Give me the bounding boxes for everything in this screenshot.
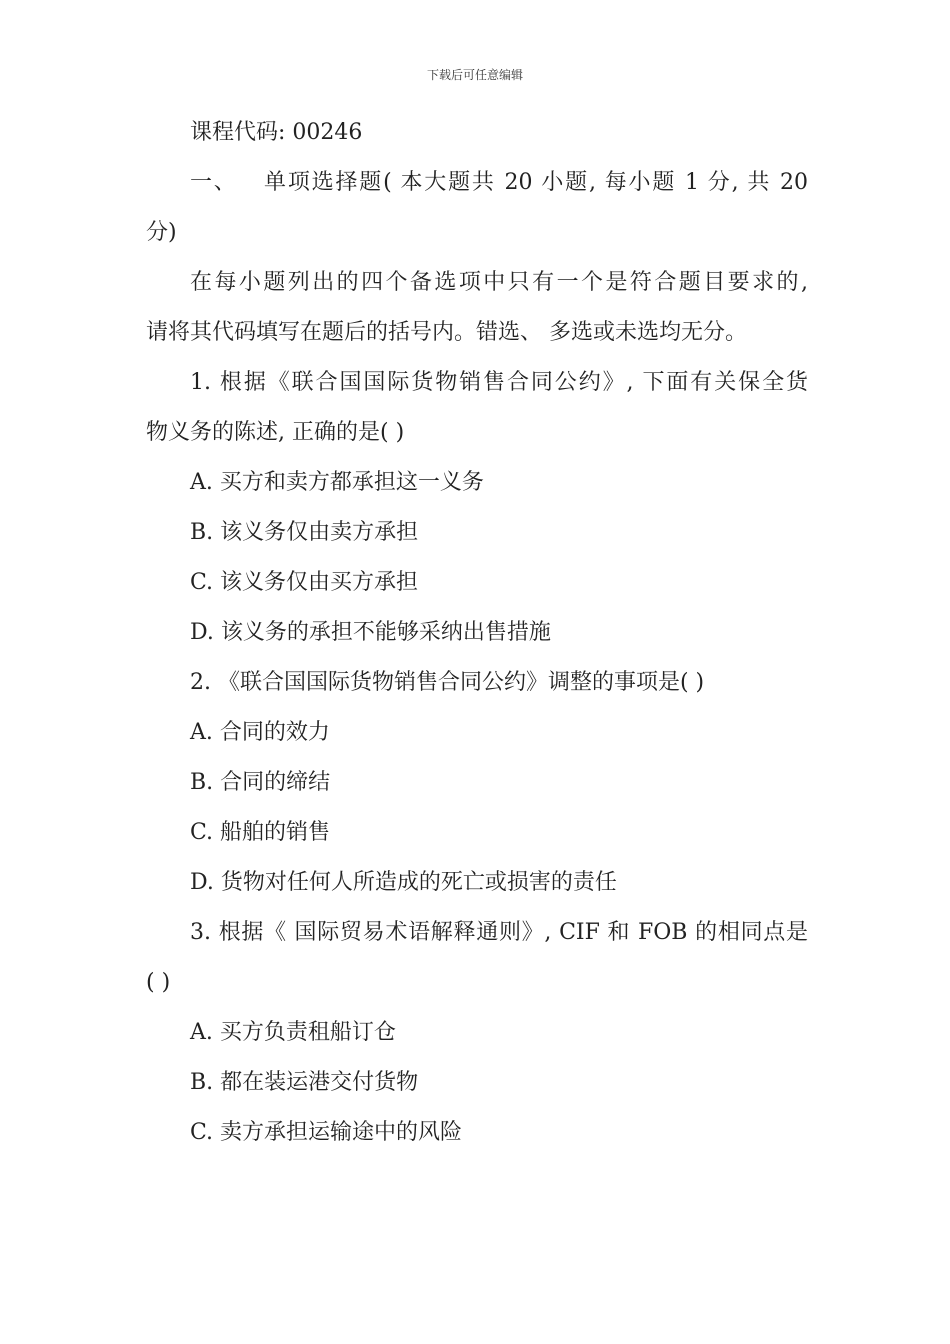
question-2-option-c: C. 船舶的销售 — [190, 820, 331, 845]
question-1-option-c: C. 该义务仅由买方承担 — [190, 570, 419, 595]
header-note: 下载后可任意编辑 — [426, 68, 523, 82]
question-2-line-1: 2. 《联合国国际货物销售合同公约》调整的事项是( ) — [190, 670, 705, 695]
instructions-line-2: 请将其代码填写在题后的括号内。错选、 多选或未选均无分。 — [146, 320, 747, 345]
question-1-line-2: 物义务的陈述, 正确的是( ) — [146, 420, 405, 445]
question-2-option-d: D. 货物对任何人所造成的死亡或损害的责任 — [190, 870, 617, 895]
question-1-option-a: A. 买方和卖方都承担这一义务 — [190, 470, 484, 495]
question-1-option-b: B. 该义务仅由卖方承担 — [190, 520, 419, 545]
question-3-option-b: B. 都在装运港交付货物 — [190, 1070, 419, 1095]
question-3-line-1: 3. 根据《 国际贸易术语解释通则》, CIF 和 FOB 的相同点是 — [190, 920, 808, 945]
section-title-line-2: 分) — [146, 220, 177, 245]
question-1-line-1: 1. 根据《联合国国际货物销售合同公约》, 下面有关保全货 — [190, 370, 808, 395]
course-code: 课程代码: 00246 — [190, 120, 363, 145]
question-2-option-a: A. 合同的效力 — [190, 720, 330, 745]
question-1-option-d: D. 该义务的承担不能够采纳出售措施 — [190, 620, 551, 645]
question-3-option-c: C. 卖方承担运输途中的风险 — [190, 1120, 463, 1145]
instructions-line-1: 在每小题列出的四个备选项中只有一个是符合题目要求的, — [190, 270, 808, 295]
document-body — [146, 108, 808, 1158]
section-title-line-1: 一、 单项选择题( 本大题共 20 小题, 每小题 1 分, 共 20 — [190, 170, 808, 195]
question-3-line-2: ( ) — [146, 970, 171, 995]
question-2-option-b: B. 合同的缔结 — [190, 770, 331, 795]
question-3-option-a: A. 买方负责租船订仓 — [190, 1020, 396, 1045]
